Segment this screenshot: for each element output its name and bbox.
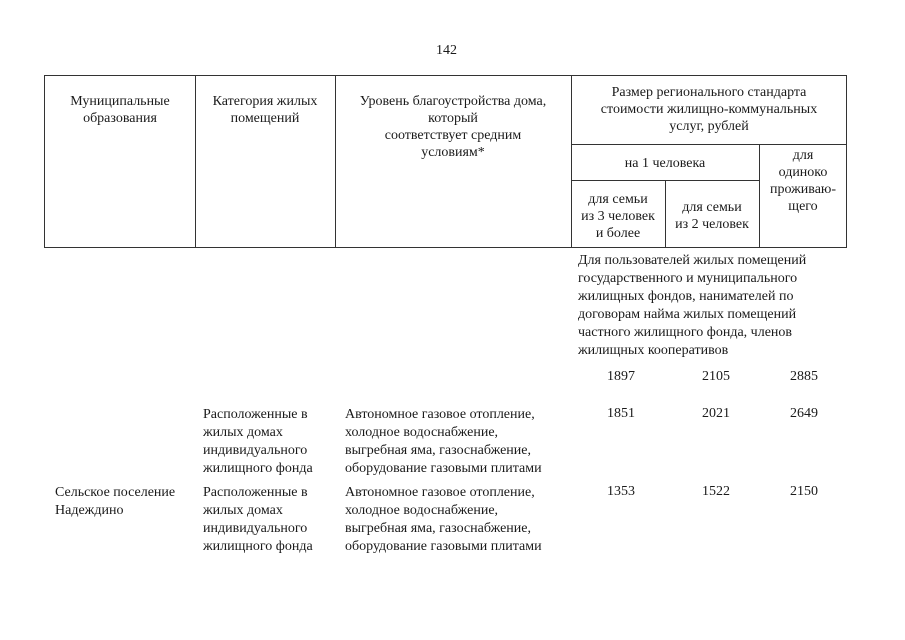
page-number: 142	[436, 43, 457, 58]
header-family2: для семьи из 2 человек	[675, 200, 749, 232]
header-per-person: на 1 человека	[624, 156, 706, 171]
row2-family2: 2021	[702, 406, 730, 421]
row2-family3: 1851	[607, 406, 635, 421]
row1-family2: 2105	[702, 369, 730, 384]
header-family3: для семьи из 3 человек и более	[581, 192, 655, 241]
header-single: для одиноко проживаю- щего	[769, 148, 837, 214]
rule-v0	[44, 75, 45, 248]
row2-single: 2649	[790, 406, 818, 421]
row3-family3: 1353	[607, 484, 635, 499]
row2-level: Автономное газовое отопление, холодное водоснабжение, выгребная яма, газоснабжение, оборудование газовыми плитами	[345, 407, 542, 476]
row3-category: Расположенные в жилых домах индивидуального жилищного фонда	[203, 485, 313, 554]
header-municipality: Муниципальные образования	[70, 94, 170, 126]
header-category: Категория жилых помещений	[212, 94, 318, 126]
row3-single: 2150	[790, 484, 818, 499]
rule-v6	[846, 75, 847, 248]
header-standard: Размер регионального стандарта стоимости жилищно-коммунальных услуг, рублей	[600, 85, 818, 134]
row3-family2: 1522	[702, 484, 730, 499]
rule-mid1	[571, 144, 847, 145]
row3-municipality: Сельское поселение Надеждино	[55, 485, 176, 518]
row1-single: 2885	[790, 369, 818, 384]
rule-top	[44, 75, 847, 76]
rule-bottom	[44, 247, 847, 248]
header-table	[44, 75, 847, 248]
users-note: Для пользователей жилых помещений государственного и муниципального жилищных фондов, нанимателей по договорам найма жилых помещений частного жилищного фонда, членов жилищных кооперативов	[578, 253, 807, 358]
row3-level: Автономное газовое отопление, холодное водоснабжение, выгребная яма, газоснабжение, оборудование газовыми плитами	[345, 485, 542, 554]
row1-family3: 1897	[607, 369, 635, 384]
row2-category: Расположенные в жилых домах индивидуального жилищного фонда	[203, 407, 313, 476]
header-level: Уровень благоустройства дома, который соответствует средним условиям*	[359, 94, 547, 160]
